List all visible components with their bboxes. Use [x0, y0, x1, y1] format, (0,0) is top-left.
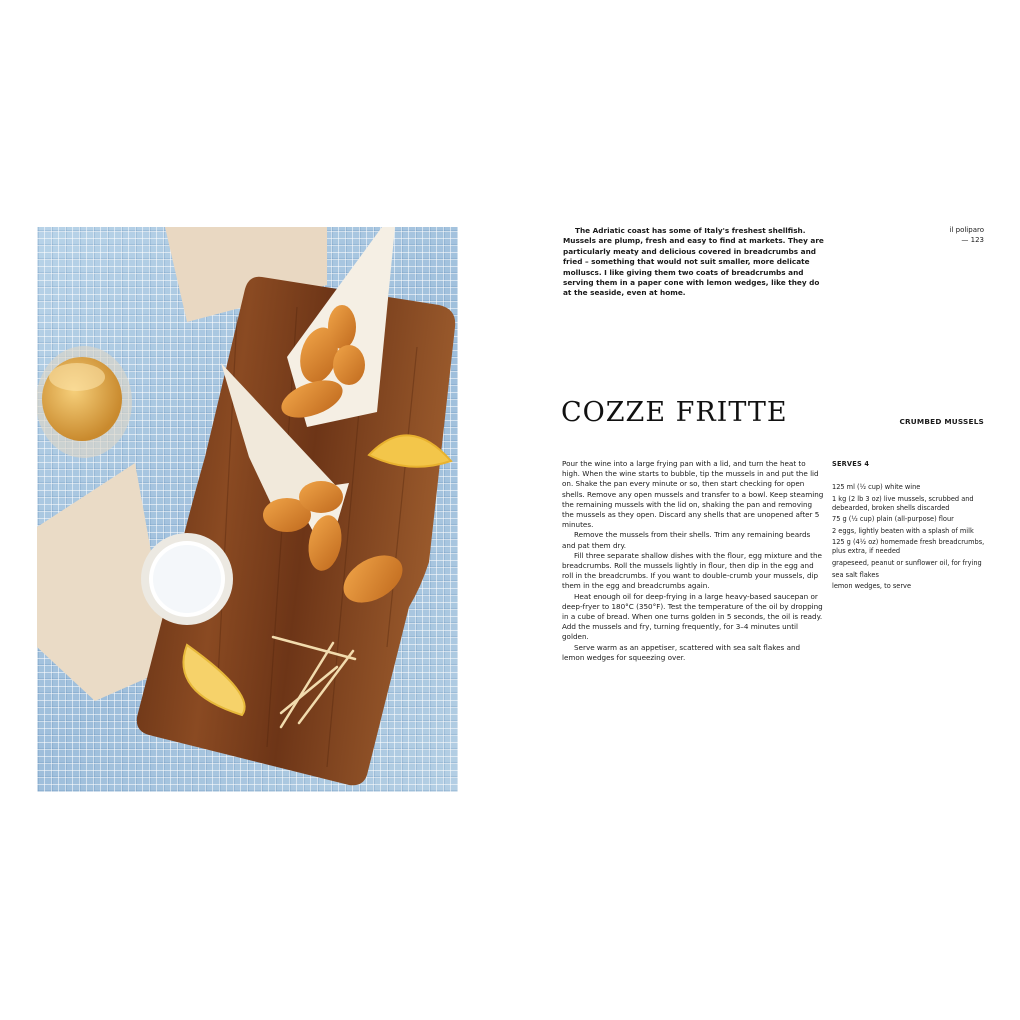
recipe-title: COZZE FRITTE: [561, 397, 788, 428]
folio-label: il poliparo: [949, 226, 984, 234]
method-step: Remove the mussels from their shells. Trim any remaining beards and pat them dry.: [562, 530, 811, 550]
whisky-glass: [37, 346, 132, 458]
method-step: Serve warm as an appetiser, scattered with sea salt flakes and lemon wedges for squeezing over.: [562, 642, 801, 662]
serves-label: SERVES 4: [832, 460, 870, 468]
ingredient-item: 125 g (4½ oz) homemade fresh breadcrumbs, plus extra, if needed: [832, 538, 985, 556]
ingredient-item: sea salt flakes: [832, 570, 879, 579]
method-step: Fill three separate shallow dishes with the flour, egg mixture and the breadcrumbs. Roll the mussels lightly in flour, then dip in the egg and roll in the breadcrumbs. If you want to double-crumb your mussels, dip them in the egg and breadcrumbs again.: [562, 550, 822, 591]
method-text: [562, 459, 824, 663]
ingredient-item: grapeseed, peanut or sunflower oil, for frying: [832, 558, 982, 567]
salt-bowl: [141, 533, 233, 625]
ingredient-item: 2 eggs, lightly beaten with a splash of milk: [832, 526, 974, 535]
recipe-photo: [37, 227, 458, 792]
recipe-subtitle: CRUMBED MUSSELS: [899, 417, 984, 426]
intro-paragraph: The Adriatic coast has some of Italy's freshest shellfish. Mussels are plump, fresh and easy to find at markets. They are particularly meaty and delicious covered in breadcrumbs and fried – something that would not suit smaller, more delicate molluscs. I like giving them two coats of breadcrumbs and serving them in a paper cone with lemon wedges, like they do at the seaside, even at home.: [563, 226, 824, 298]
page-number: — 123: [961, 235, 984, 244]
ingredient-item: 1 kg (2 lb 3 oz) live mussels, scrubbed and debearded, broken shells discarded: [832, 494, 974, 512]
method-step: Heat enough oil for deep-frying in a large heavy-based saucepan or deep-fryer to 180°C (350°F). Test the temperature of the oil by dropping in a cube of bread. When one turns golden in 5 seconds, the oil is ready. Add the mussels and fry, turning frequently, for 3–4 minutes until golden.: [562, 591, 823, 642]
ingredients-list: [832, 483, 988, 594]
ingredient-item: lemon wedges, to serve: [832, 582, 912, 591]
method-step: Pour the wine into a large frying pan with a lid, and turn the heat to high. When the wine starts to bubble, tip the mussels in and put the lid on. Shake the pan every minute or so, then start checking for open shells. Remove any open mussels and transfer to a bowl. Keep steaming the remaining mussels with the lid on, shaking the pan and removing the mussels as they open. Discard any shells that are unopened after 5 minutes.: [562, 459, 824, 530]
ingredient-item: 125 ml (½ cup) white wine: [832, 483, 921, 491]
ingredient-item: 75 g (½ cup) plain (all-purpose) flour: [832, 515, 954, 524]
page-folio: [920, 226, 984, 245]
